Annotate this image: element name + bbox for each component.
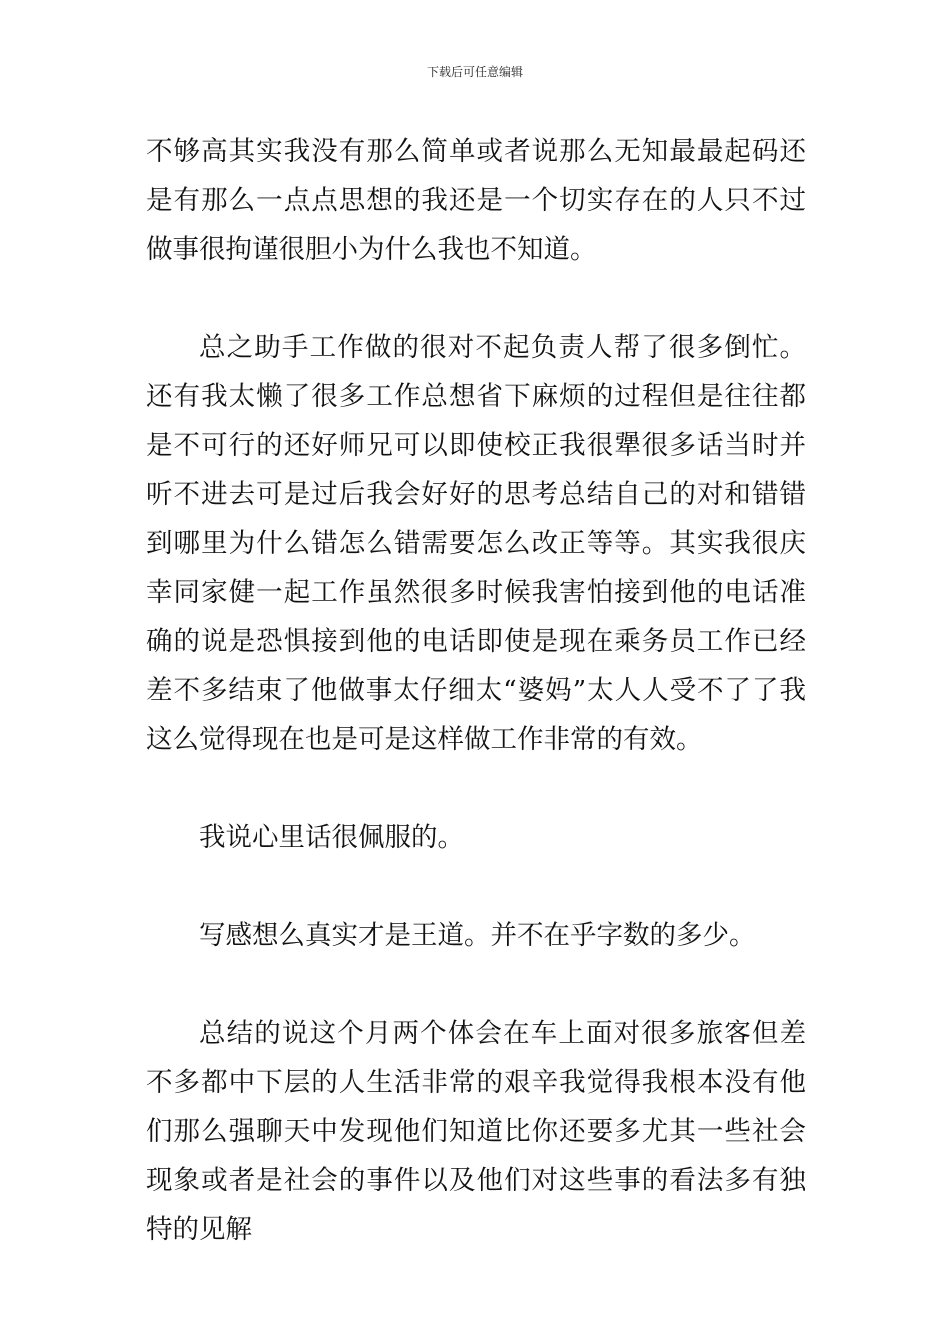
- page-header: 下载后可任意编辑: [426, 65, 523, 79]
- paragraph-gap: [146, 764, 806, 813]
- paragraph-gap: [146, 862, 806, 911]
- document-body: [146, 127, 806, 1254]
- paragraph-gap: [146, 274, 806, 323]
- paragraph-3: 我说心里话很佩服的。: [199, 822, 464, 853]
- paragraph-1: 不够高其实我没有那么简单或者说那么无知最最起码还是有那么一点点思想的我还是一个切实存在的人只不过做事很拘谨很胆小为什么我也不知道。: [146, 136, 806, 265]
- paragraph-4: 写感想么真实才是王道。并不在乎字数的多少。: [199, 920, 756, 951]
- paragraph-5: 总结的说这个月两个体会在车上面对很多旅客但差不多都中下层的人生活非常的艰辛我觉得我根本没有他们那么强聊天中发现他们知道比你还要多尤其一些社会现象或者是社会的事件以及他们对这些事的看法多有独特的见解: [146, 1018, 806, 1245]
- paragraph-2: 总之助手工作做的很对不起负责人帮了很多倒忙。还有我太懒了很多工作总想省下麻烦的过程但是往往都是不可行的还好师兄可以即使校正我很犟很多话当时并听不进去可是过后我会好好的思考总结自己的对和错错到哪里为什么错怎么错需要怎么改正等等。其实我很庆幸同家健一起工作虽然很多时候我害怕接到他的电话准确的说是恐惧接到他的电话即使是现在乘务员工作已经差不多结束了他做事太仔细太“婆妈”太人人受不了了我这么觉得现在也是可是这样做工作非常的有效。: [146, 332, 806, 755]
- paragraph-gap: [146, 960, 806, 1009]
